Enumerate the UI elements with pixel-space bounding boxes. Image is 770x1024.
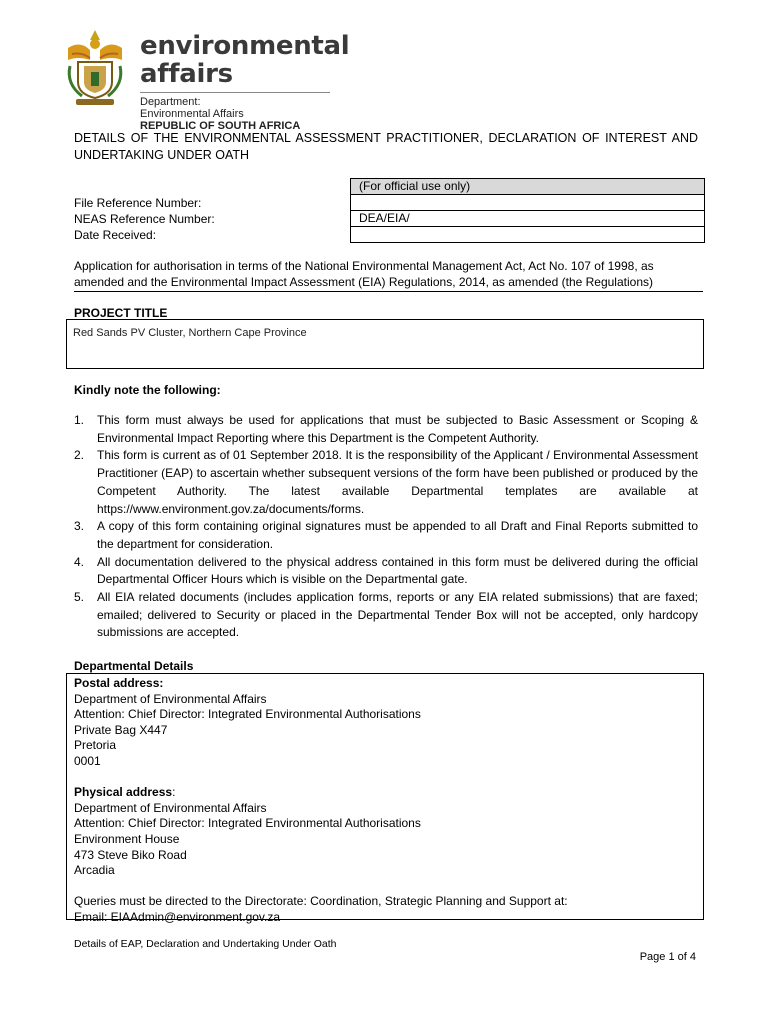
date-received-label: Date Received: <box>74 228 157 242</box>
project-title-value: Red Sands PV Cluster, Northern Cape Province <box>73 327 307 339</box>
physical-line: Arcadia <box>74 863 115 878</box>
postal-line: Department of Environmental Affairs <box>74 691 267 706</box>
spacer <box>74 770 568 786</box>
official-use-header: (For official use only) <box>351 179 704 195</box>
physical-address-label: Physical address <box>74 785 173 800</box>
coat-of-arms-icon <box>60 26 130 108</box>
departmental-details-box <box>66 673 704 924</box>
list-item <box>74 447 698 518</box>
footer-title: Details of EAP, Declaration and Undertaking Under Oath <box>74 938 337 950</box>
postal-line: Private Bag X447 <box>74 722 168 737</box>
official-use-table <box>350 178 705 243</box>
file-reference-label: File Reference Number: <box>74 196 202 210</box>
physical-line: Environment House <box>74 831 180 846</box>
divider <box>74 291 703 292</box>
application-statement: Application for authorisation in terms of the National Environmental Management Act, Act No. 107 of 1998, as amended and the Environmental Impact Assessment (EIA) Regulations, 2014, as amended (the Regulations) <box>74 259 654 289</box>
postal-line: Pretoria <box>74 738 117 753</box>
brand-title: environmental affairs <box>140 31 350 89</box>
postal-line: Attention: Chief Director: Integrated Environmental Authorisations <box>74 707 421 722</box>
project-title-field[interactable] <box>66 319 704 369</box>
templates-link[interactable]: https://www.environment.gov.za/documents/forms. <box>97 501 365 516</box>
spacer <box>74 879 568 895</box>
physical-address-label-row <box>74 785 568 801</box>
physical-line: 473 Steve Biko Road <box>74 847 187 862</box>
physical-address-colon: : <box>172 785 176 800</box>
page-number: Page 1 of 4 <box>639 951 696 963</box>
notes-heading: Kindly note the following: <box>74 383 221 397</box>
departmental-details-heading: Departmental Details <box>74 659 194 673</box>
list-item <box>74 554 698 589</box>
postal-line: 0001 <box>74 753 101 768</box>
neas-reference-label: NEAS Reference Number: <box>74 212 215 226</box>
list-text: This form must always be used for applications that must be subjected to Basic Assessment or Scoping & Environmental Impact Reporting where this Department is the Competent Authority. <box>97 413 698 445</box>
dept-line-3: REPUBLIC OF SOUTH AFRICA <box>140 120 301 132</box>
list-item <box>74 589 698 642</box>
dept-line-2: Environmental Affairs <box>140 108 244 120</box>
postal-address-label: Postal address: <box>74 676 164 690</box>
reference-labels <box>74 195 215 243</box>
list-number: 1. <box>74 413 85 427</box>
list-number: 2. <box>74 448 85 463</box>
list-item <box>74 518 698 553</box>
list-text: All documentation delivered to the physical address contained in this form must be delivered during the official Departmental Officer Hours which is visible on the Departmental gate. <box>97 554 698 587</box>
departmental-details-content <box>74 676 568 926</box>
file-reference-field[interactable] <box>351 195 704 211</box>
project-title-label: PROJECT TITLE <box>74 306 168 320</box>
email-link[interactable]: Email: EIAAdmin@environment.gov.za <box>74 909 281 924</box>
brand-divider <box>140 92 330 93</box>
dept-line-1: Department: <box>140 96 201 108</box>
list-text: This form is current as of 01 September 2018. It is the responsibility of the Applicant / Environmental Assessment Practitioner (EAP) to ascertain whether subsequent versions of the form have been published or produced by the Competent Authority. The latest available Departmental templates are available at <box>97 448 698 498</box>
list-number: 4. <box>74 554 85 569</box>
list-number: 3. <box>74 519 85 534</box>
list-item <box>74 412 698 447</box>
list-text: A copy of this form containing original signatures must be appended to all Draft and Final Reports submitted to the department for consideration. <box>97 519 698 551</box>
brand-block <box>140 31 350 132</box>
queries-text: Queries must be directed to the Directorate: Coordination, Strategic Planning and Support at: <box>74 894 568 909</box>
physical-line: Attention: Chief Director: Integrated Environmental Authorisations <box>74 816 421 831</box>
neas-reference-field[interactable]: DEA/EIA/ <box>351 211 704 227</box>
list-text: All EIA related documents (includes application forms, reports or any EIA related submissions) that are faxed; emailed; delivered to Security or placed in the Departmental Tender Box will not be accepted, only hardcopy submissions are accepted. <box>97 590 698 640</box>
document-heading: DETAILS OF THE ENVIRONMENTAL ASSESSMENT PRACTITIONER, DECLARATION OF INTEREST AND UNDERTAKING UNDER OATH <box>74 131 698 162</box>
list-number: 5. <box>74 590 85 605</box>
physical-line: Department of Environmental Affairs <box>74 800 267 815</box>
date-received-field[interactable] <box>351 227 704 242</box>
notes-list <box>74 412 698 642</box>
